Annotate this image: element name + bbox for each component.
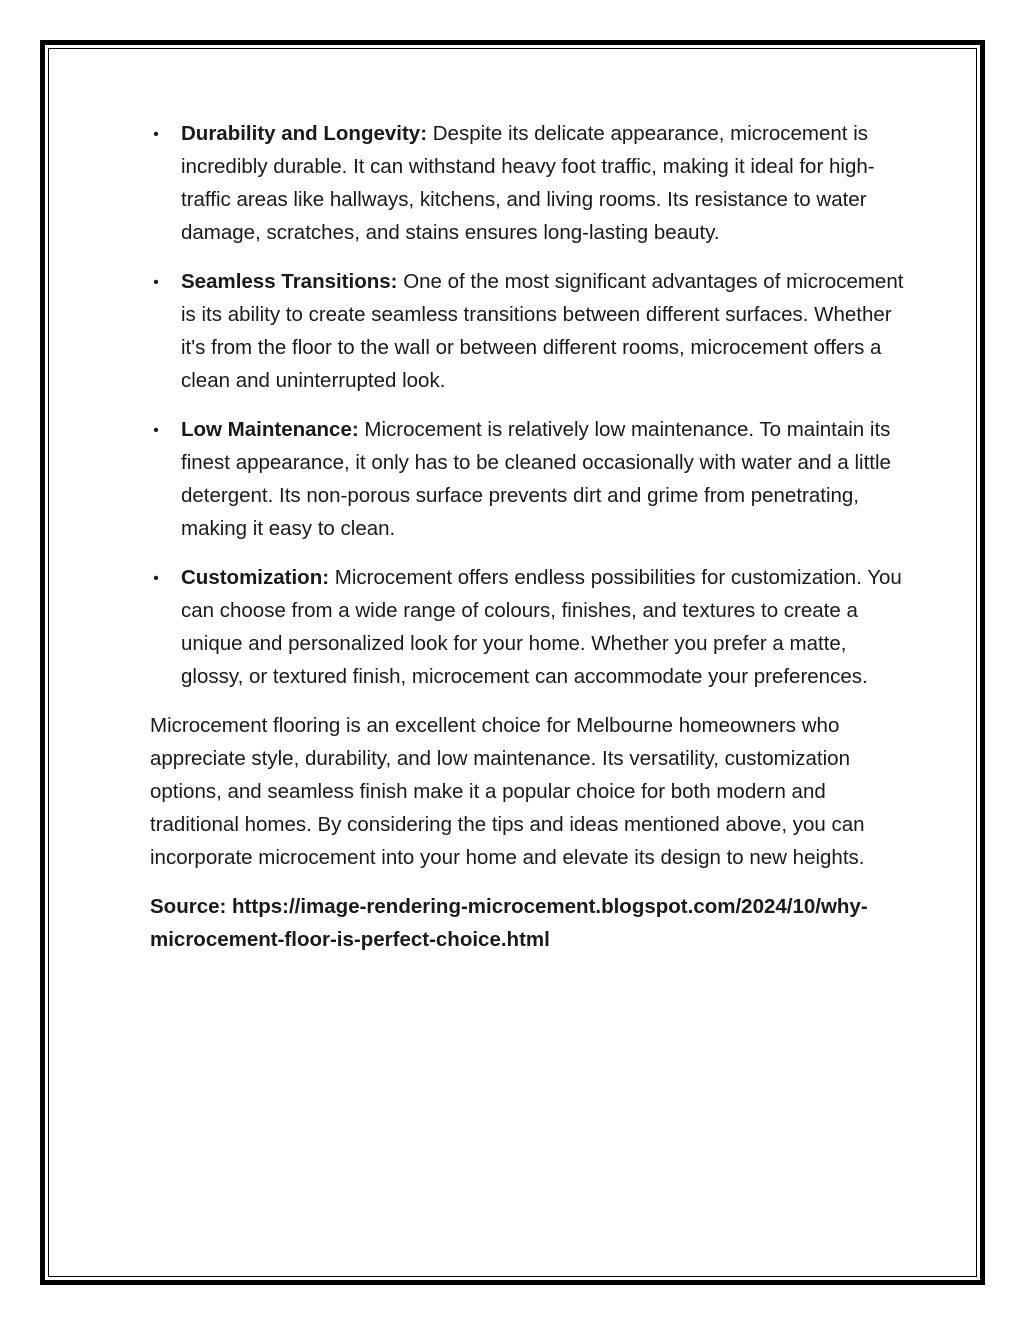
document-body bbox=[150, 117, 910, 956]
source-link[interactable]: https://image-rendering-microcement.blogspot.com/2024/10/why-microcement-floor-is-perfect-choice.html bbox=[150, 895, 868, 951]
list-item-text: Despite its delicate appearance, microcement is incredibly durable. It can withstand heavy foot traffic, making it ideal for high-traffic areas like hallways, kitchens, and living rooms. Its resistance to water damage, scratches, and stains ensures long-lasting beauty. bbox=[181, 122, 875, 244]
list-item-title: Customization: bbox=[181, 566, 330, 589]
source-citation bbox=[150, 890, 910, 956]
list-item-title: Seamless Transitions: bbox=[181, 270, 398, 293]
bullet-icon: • bbox=[153, 422, 159, 439]
bullet-icon: • bbox=[153, 570, 159, 587]
list-item-text: One of the most significant advantages of microcement is its ability to create seamless transitions between different surfaces. Whether it's from the floor to the wall or between different rooms, microcement offers a clean and uninterrupted look. bbox=[181, 270, 904, 392]
list-item-text: Microcement is relatively low maintenance. To maintain its finest appearance, it only has to be cleaned occasionally with water and a little detergent. Its non-porous surface prevents dirt and grime from penetrating, making it easy to clean. bbox=[181, 418, 891, 540]
conclusion-paragraph: Microcement flooring is an excellent choice for Melbourne homeowners who appreciate style, durability, and low maintenance. Its versatility, customization options, and seamless finish make it a popular choice for both modern and traditional homes. By considering the tips and ideas mentioned above, you can incorporate microcement into your home and elevate its design to new heights. bbox=[150, 714, 865, 869]
list-item-seamless bbox=[150, 265, 910, 397]
list-item-durability bbox=[150, 117, 910, 249]
source-label: Source: bbox=[150, 895, 227, 918]
feature-list bbox=[150, 117, 910, 693]
list-item-title: Durability and Longevity: bbox=[181, 122, 428, 145]
list-item-title: Low Maintenance: bbox=[181, 418, 359, 441]
list-item-maintenance bbox=[150, 413, 910, 545]
list-item-text: Microcement offers endless possibilities for customization. You can choose from a wide range of colours, finishes, and textures to create a unique and personalized look for your home. Whether you prefer a matte, glossy, or textured finish, microcement can accommodate your preferences. bbox=[181, 566, 902, 688]
bullet-icon: • bbox=[153, 126, 159, 143]
list-item-customization bbox=[150, 561, 910, 693]
bullet-icon: • bbox=[153, 274, 159, 291]
